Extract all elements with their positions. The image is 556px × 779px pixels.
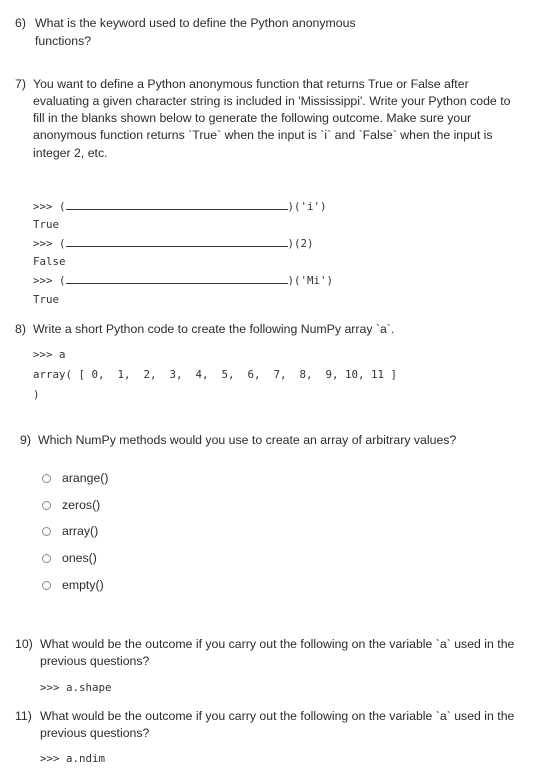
code-suffix: )(2): [287, 237, 314, 250]
option-label: array(): [62, 524, 99, 538]
code-line: >>> a.ndim: [40, 752, 106, 765]
question-6-text-line2: functions?: [35, 34, 92, 48]
code-suffix: )('Mi'): [287, 274, 334, 287]
question-7-text-line4: anonymous function returns `True` when the input is `i` and `False` when the input is: [33, 128, 493, 142]
option-label: arange(): [62, 471, 109, 485]
fill-in-blank-1[interactable]: [66, 201, 288, 210]
code-line: >>> a.shape: [40, 681, 112, 694]
code-line: array( [ 0, 1, 2, 3, 4, 5, 6, 7, 8, 9, 10, 11 ]: [33, 368, 398, 381]
code-line-blank-2: [33, 237, 314, 250]
question-7-text-line3: fill in the blanks shown below to generate the following outcome. Make sure your: [33, 111, 472, 125]
code-prompt: >>> (: [33, 274, 66, 287]
fill-in-blank-2[interactable]: [66, 238, 288, 247]
question-9-text: Which NumPy methods would you use to create an array of arbitrary values?: [38, 433, 457, 447]
radio-button[interactable]: [42, 554, 51, 563]
question-11-text-line2: previous questions?: [40, 726, 150, 740]
radio-button[interactable]: [42, 527, 51, 536]
radio-button[interactable]: [42, 474, 51, 483]
question-6-text-line1: What is the keyword used to define the Python anonymous: [35, 16, 356, 30]
question-10-number: 10): [15, 637, 33, 651]
question-6-number: 6): [15, 16, 26, 30]
radio-button[interactable]: [42, 581, 51, 590]
fill-in-blank-3[interactable]: [66, 275, 288, 284]
code-line-blank-1: [33, 200, 327, 213]
code-result-2: False: [33, 255, 66, 268]
question-8-text: Write a short Python code to create the following NumPy array `a`.: [33, 322, 395, 336]
question-9-number: 9): [20, 433, 31, 447]
code-line: ): [33, 388, 40, 401]
option-label: empty(): [62, 578, 104, 592]
question-10-text-line2: previous questions?: [40, 654, 150, 668]
question-8-number: 8): [15, 322, 26, 336]
code-prompt: >>> (: [33, 200, 66, 213]
radio-button[interactable]: [42, 501, 51, 510]
question-11-number: 11): [15, 709, 32, 723]
code-prompt: >>> (: [33, 237, 66, 250]
question-7-text-line2: evaluating a given character string is included in 'Mississippi'. Write your Python code to: [33, 94, 511, 108]
question-11-text-line1: What would be the outcome if you carry out the following on the variable `a` used in the: [40, 709, 515, 723]
code-line: >>> a: [33, 348, 66, 361]
question-10-text-line1: What would be the outcome if you carry out the following on the variable `a` used in the: [40, 637, 515, 651]
question-7-number: 7): [15, 77, 26, 91]
option-label: ones(): [62, 551, 97, 565]
code-result-1: True: [33, 218, 60, 231]
question-7-text-line5: integer 2, etc.: [33, 146, 108, 160]
code-result-3: True: [33, 293, 60, 306]
option-label: zeros(): [62, 498, 101, 512]
question-7-text-line1: You want to define a Python anonymous function that returns True or False after: [33, 77, 469, 91]
code-line-blank-3: [33, 274, 333, 287]
code-suffix: )('i'): [287, 200, 327, 213]
